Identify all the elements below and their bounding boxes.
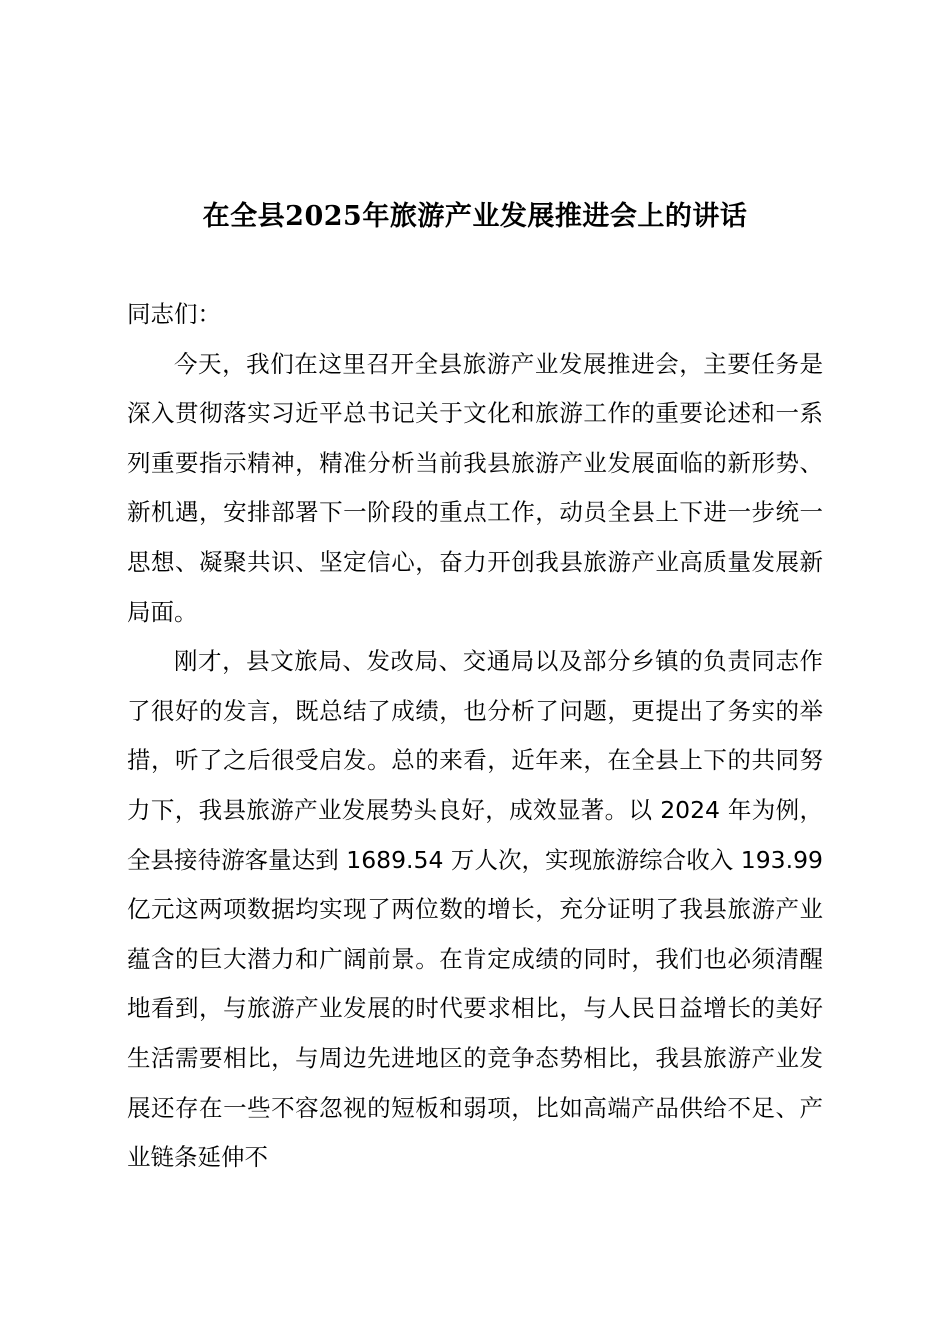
document-body [127, 290, 823, 1183]
salutation: 同志们： [127, 300, 221, 328]
document-title: 在全县2025年旅游产业发展推进会上的讲话 [202, 201, 748, 232]
paragraph-achievements: 刚才，县文旅局、发改局、交通局以及部分乡镇的负责同志作了很好的发言，既总结了成绩，也分析了问题，更提出了务实的举措，听了之后很受启发。总的来看，近年来，在全县上下的共同努力下，我县旅游产业发展势头良好，成效显著。以 2024 年为例，全县接待游客量达到 1689.54 万人次，实现旅游综合收入 193.99 亿元这两项数据均实现了两位数的增长，充分证明了我县旅游产业蕴含的巨大潜力和广阔前景。在肯定成绩的同时，我们也必须清醒地看到，与旅游产业发展的时代要求相比，与人民日益增长的美好生活需要相比，与周边先进地区的竞争态势相比，我县旅游产业发展还存在一些不容忽视的短板和弱项，比如高端产品供给不足、产业链条延伸不 [127, 647, 823, 1172]
paragraph-opening: 今天，我们在这里召开全县旅游产业发展推进会，主要任务是深入贯彻落实习近平总书记关于文化和旅游工作的重要论述和一系列重要指示精神，精准分析当前我县旅游产业发展面临的新形势、新机遇，安排部署下一阶段的重点工作，动员全县上下进一步统一思想、凝聚共识、坚定信心，奋力开创我县旅游产业高质量发展新局面。 [127, 349, 823, 626]
